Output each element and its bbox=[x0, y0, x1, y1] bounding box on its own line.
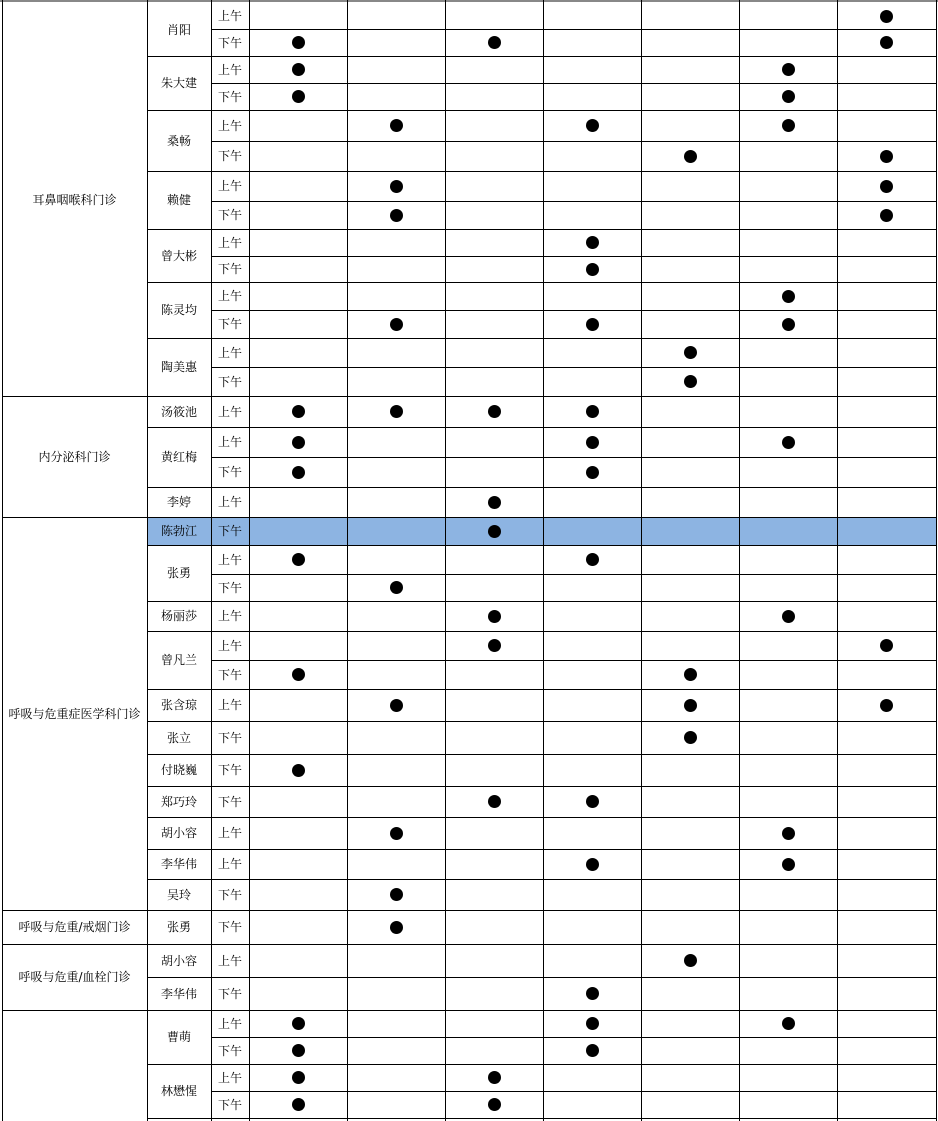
doctor-name: 吴玲 bbox=[166, 887, 191, 902]
grid-hline-doctor bbox=[147, 1010, 212, 1011]
period-label: 上午 bbox=[217, 1070, 242, 1085]
grid-hline bbox=[211, 256, 937, 257]
grid-hline-dept bbox=[2, 910, 148, 911]
doctor-name: 朱大建 bbox=[160, 76, 197, 90]
schedule-dot-mark bbox=[292, 405, 305, 418]
schedule-dot-mark bbox=[782, 1017, 795, 1030]
schedule-dot-mark bbox=[782, 436, 795, 449]
schedule-dot-mark bbox=[586, 318, 599, 331]
grid-hline-doctor bbox=[147, 396, 212, 397]
grid-vline bbox=[147, 0, 148, 1121]
schedule-dot-mark bbox=[488, 795, 501, 808]
schedule-dot-mark bbox=[292, 436, 305, 449]
grid-hline bbox=[211, 721, 937, 722]
period-label: 下午 bbox=[217, 89, 242, 104]
doctor-name: 张勇 bbox=[166, 920, 191, 934]
grid-hline-doctor bbox=[147, 282, 212, 283]
schedule-dot-mark bbox=[586, 119, 599, 132]
grid-hline bbox=[211, 457, 937, 458]
doctor-name: 李华伟 bbox=[160, 857, 197, 871]
period-label: 下午 bbox=[217, 1043, 242, 1058]
schedule-dot-mark bbox=[782, 290, 795, 303]
schedule-dot-mark bbox=[390, 699, 403, 712]
grid-hline-dept bbox=[2, 396, 148, 397]
grid-hline-doctor bbox=[147, 517, 212, 518]
schedule-dot-mark bbox=[782, 318, 795, 331]
period-label: 下午 bbox=[217, 374, 242, 389]
grid-hline-doctor bbox=[147, 56, 212, 57]
grid-hline bbox=[211, 171, 937, 172]
grid-hline bbox=[211, 1091, 937, 1092]
schedule-dot-mark bbox=[586, 1044, 599, 1057]
grid-vline bbox=[249, 0, 250, 1121]
doctor-name: 陶美惠 bbox=[160, 360, 197, 374]
grid-hline-doctor bbox=[147, 171, 212, 172]
schedule-dot-mark bbox=[390, 581, 403, 594]
grid-vline bbox=[936, 0, 937, 1121]
grid-hline-dept bbox=[2, 944, 148, 945]
schedule-dot-mark bbox=[390, 405, 403, 418]
schedule-dot-mark bbox=[586, 1017, 599, 1030]
schedule-dot-mark bbox=[684, 375, 697, 388]
period-label: 下午 bbox=[217, 986, 242, 1001]
schedule-dot-mark bbox=[586, 436, 599, 449]
grid-hline bbox=[211, 1010, 937, 1011]
grid-vline bbox=[347, 0, 348, 1121]
period-label: 上午 bbox=[217, 345, 242, 360]
grid-hline-doctor bbox=[147, 879, 212, 880]
schedule-dot-mark bbox=[292, 1098, 305, 1111]
grid-vline bbox=[543, 0, 544, 1121]
grid-hline-doctor bbox=[147, 754, 212, 755]
schedule-dot-mark bbox=[390, 119, 403, 132]
period-label: 下午 bbox=[217, 208, 242, 222]
period-label: 上午 bbox=[217, 552, 242, 567]
grid-hline-dept bbox=[2, 517, 148, 518]
schedule-dot-mark bbox=[488, 496, 501, 509]
grid-hline bbox=[211, 56, 937, 57]
highlight-row-18 bbox=[147, 517, 936, 545]
period-label: 下午 bbox=[217, 465, 242, 479]
schedule-dot-mark bbox=[880, 209, 893, 222]
grid-hline bbox=[211, 879, 937, 880]
doctor-name: 肖阳 bbox=[166, 22, 191, 37]
grid-hline bbox=[211, 517, 937, 518]
grid-hline bbox=[211, 201, 937, 202]
grid-hline-doctor bbox=[147, 977, 212, 978]
period-label: 上午 bbox=[217, 609, 242, 623]
schedule-dot-mark bbox=[488, 1071, 501, 1084]
schedule-dot-mark bbox=[488, 639, 501, 652]
schedule-dot-mark bbox=[586, 795, 599, 808]
period-label: 上午 bbox=[217, 62, 242, 77]
grid-hline-doctor bbox=[147, 601, 212, 602]
grid-hline-doctor bbox=[147, 229, 212, 230]
schedule-dot-mark bbox=[292, 466, 305, 479]
period-label: 上午 bbox=[217, 638, 242, 653]
period-label: 上午 bbox=[217, 404, 242, 419]
period-label: 下午 bbox=[217, 317, 242, 331]
grid-hline-doctor bbox=[147, 545, 212, 546]
grid-hline-dept bbox=[2, 1010, 148, 1011]
grid-hline bbox=[211, 29, 937, 30]
doctor-name: 张立 bbox=[166, 730, 191, 745]
doctor-name: 杨丽莎 bbox=[160, 609, 197, 623]
grid-vline bbox=[211, 0, 212, 1121]
period-label: 上午 bbox=[217, 118, 242, 133]
grid-hline bbox=[211, 110, 937, 111]
schedule-dot-mark bbox=[586, 466, 599, 479]
schedule-dot-mark bbox=[586, 858, 599, 871]
grid-hline bbox=[211, 1037, 937, 1038]
schedule-dot-mark bbox=[488, 610, 501, 623]
schedule-dot-mark bbox=[488, 405, 501, 418]
period-label: 上午 bbox=[217, 289, 242, 303]
doctor-name: 曾大彬 bbox=[160, 248, 197, 263]
grid-vline bbox=[837, 0, 838, 1121]
doctor-name: 黄红梅 bbox=[160, 450, 197, 464]
doctor-name: 陈勃江 bbox=[160, 524, 197, 538]
schedule-dot-mark bbox=[390, 180, 403, 193]
schedule-dot-mark bbox=[880, 639, 893, 652]
period-label: 下午 bbox=[217, 667, 242, 682]
schedule-dot-mark bbox=[880, 699, 893, 712]
schedule-dot-mark bbox=[292, 36, 305, 49]
schedule-dot-mark bbox=[586, 553, 599, 566]
grid-hline-doctor bbox=[147, 786, 212, 787]
period-label: 下午 bbox=[217, 794, 242, 809]
period-label: 上午 bbox=[217, 857, 242, 871]
period-label: 下午 bbox=[217, 580, 242, 595]
grid-hline-doctor bbox=[147, 338, 212, 339]
grid-hline bbox=[211, 282, 937, 283]
period-label: 上午 bbox=[217, 953, 242, 968]
schedule-dot-mark bbox=[684, 954, 697, 967]
doctor-name: 赖健 bbox=[166, 193, 191, 207]
schedule-dot-mark bbox=[684, 731, 697, 744]
doctor-name: 李华伟 bbox=[160, 986, 197, 1001]
grid-hline-doctor bbox=[147, 721, 212, 722]
grid-hline bbox=[211, 427, 937, 428]
grid-hline bbox=[211, 660, 937, 661]
schedule-dot-mark bbox=[880, 10, 893, 23]
grid-hline bbox=[211, 689, 937, 690]
period-label: 下午 bbox=[217, 524, 242, 538]
schedule-dot-mark bbox=[684, 346, 697, 359]
schedule-dot-mark bbox=[782, 610, 795, 623]
schedule-dot-mark bbox=[292, 553, 305, 566]
schedule-dot-mark bbox=[292, 1017, 305, 1030]
grid-hline bbox=[211, 817, 937, 818]
schedule-dot-mark bbox=[390, 888, 403, 901]
schedule-dot-mark bbox=[782, 63, 795, 76]
grid-hline bbox=[211, 910, 937, 911]
department-name: 呼吸与危重症医学科门诊 bbox=[8, 706, 141, 721]
grid-hline-doctor bbox=[147, 910, 212, 911]
schedule-dot-mark bbox=[292, 90, 305, 103]
schedule-dot-mark bbox=[782, 90, 795, 103]
schedule-dot-mark bbox=[782, 858, 795, 871]
period-label: 上午 bbox=[217, 9, 242, 23]
schedule-dot-mark bbox=[292, 668, 305, 681]
period-label: 下午 bbox=[217, 35, 242, 50]
schedule-dot-mark bbox=[292, 63, 305, 76]
grid-hline bbox=[211, 944, 937, 945]
grid-vline bbox=[641, 0, 642, 1121]
grid-hline bbox=[211, 396, 937, 397]
grid-hline bbox=[211, 786, 937, 787]
doctor-name: 曹萌 bbox=[166, 1030, 191, 1044]
grid-hline-doctor bbox=[147, 631, 212, 632]
period-label: 上午 bbox=[217, 435, 242, 449]
grid-vline bbox=[445, 0, 446, 1121]
period-label: 上午 bbox=[217, 826, 242, 840]
grid-vline bbox=[2, 0, 3, 1121]
grid-hline bbox=[211, 631, 937, 632]
schedule-dot-mark bbox=[390, 318, 403, 331]
grid-hline bbox=[211, 141, 937, 142]
schedule-dot-mark bbox=[488, 525, 501, 538]
schedule-dot-mark bbox=[586, 987, 599, 1000]
period-label: 下午 bbox=[217, 149, 242, 163]
doctor-name: 陈灵均 bbox=[160, 303, 197, 317]
schedule-dot-mark bbox=[782, 827, 795, 840]
department-name: 耳鼻咽喉科门诊 bbox=[32, 192, 117, 207]
period-label: 下午 bbox=[217, 730, 242, 745]
doctor-name: 胡小容 bbox=[160, 826, 197, 840]
grid-hline-doctor bbox=[147, 944, 212, 945]
grid-hline-doctor bbox=[147, 849, 212, 850]
schedule-dot-mark bbox=[880, 36, 893, 49]
period-label: 下午 bbox=[217, 763, 242, 777]
doctor-name: 张含琼 bbox=[160, 698, 197, 712]
period-label: 下午 bbox=[217, 262, 242, 276]
department-name bbox=[2, 1010, 147, 1118]
doctor-name: 胡小容 bbox=[160, 953, 197, 968]
doctor-name: 张勇 bbox=[166, 566, 191, 580]
period-label: 上午 bbox=[217, 179, 242, 193]
grid-hline bbox=[211, 1064, 937, 1065]
grid-vline bbox=[739, 0, 740, 1121]
grid-hline bbox=[211, 1118, 937, 1119]
schedule-dot-mark bbox=[390, 921, 403, 934]
grid-hline bbox=[211, 601, 937, 602]
schedule-dot-mark bbox=[390, 827, 403, 840]
doctor-name: 桑畅 bbox=[166, 133, 191, 148]
schedule-dot-mark bbox=[586, 263, 599, 276]
grid-hline bbox=[211, 310, 937, 311]
period-label: 下午 bbox=[217, 920, 242, 934]
doctor-name: 李婷 bbox=[166, 495, 191, 509]
grid-hline bbox=[211, 487, 937, 488]
schedule-dot-mark bbox=[586, 236, 599, 249]
schedule-dot-mark bbox=[684, 668, 697, 681]
grid-hline-doctor bbox=[147, 110, 212, 111]
grid-hline-doctor bbox=[147, 817, 212, 818]
grid-hline bbox=[211, 83, 937, 84]
period-label: 上午 bbox=[217, 698, 242, 712]
schedule-dot-mark bbox=[880, 150, 893, 163]
doctor-name: 林懋惺 bbox=[160, 1084, 197, 1098]
department-name: 内分泌科门诊 bbox=[38, 449, 111, 464]
period-label: 下午 bbox=[217, 887, 242, 902]
grid-hline-doctor bbox=[147, 427, 212, 428]
doctor-name: 汤筱池 bbox=[160, 404, 197, 419]
period-label: 上午 bbox=[217, 235, 242, 250]
schedule-dot-mark bbox=[292, 764, 305, 777]
grid-hline bbox=[211, 849, 937, 850]
department-name: 呼吸与危重/戒烟门诊 bbox=[18, 920, 131, 934]
doctor-name: 付晓巍 bbox=[160, 763, 197, 777]
period-label: 上午 bbox=[217, 495, 242, 509]
top-border bbox=[0, 0, 938, 2]
period-label: 下午 bbox=[217, 1097, 242, 1112]
schedule-dot-mark bbox=[292, 1044, 305, 1057]
grid-hline-doctor bbox=[147, 1064, 212, 1065]
schedule-dot-mark bbox=[782, 119, 795, 132]
grid-hline bbox=[211, 574, 937, 575]
grid-hline bbox=[211, 754, 937, 755]
schedule-dot-mark bbox=[684, 699, 697, 712]
grid-hline-doctor bbox=[147, 487, 212, 488]
schedule-dot-mark bbox=[390, 209, 403, 222]
doctor-name: 曾凡兰 bbox=[160, 653, 197, 667]
grid-hline-doctor bbox=[147, 1118, 212, 1119]
doctor-name: 郑巧玲 bbox=[160, 794, 197, 809]
grid-hline bbox=[211, 367, 937, 368]
grid-hline-doctor bbox=[147, 689, 212, 690]
schedule-dot-mark bbox=[292, 1071, 305, 1084]
schedule-dot-mark bbox=[488, 1098, 501, 1111]
schedule-dot-mark bbox=[586, 405, 599, 418]
schedule-dot-mark bbox=[880, 180, 893, 193]
schedule-dot-mark bbox=[488, 36, 501, 49]
grid-hline bbox=[211, 977, 937, 978]
schedule-dot-mark bbox=[684, 150, 697, 163]
grid-hline bbox=[211, 338, 937, 339]
grid-hline bbox=[211, 545, 937, 546]
grid-hline bbox=[211, 229, 937, 230]
department-name: 呼吸与危重/血栓门诊 bbox=[18, 970, 131, 984]
period-label: 上午 bbox=[217, 1016, 242, 1031]
